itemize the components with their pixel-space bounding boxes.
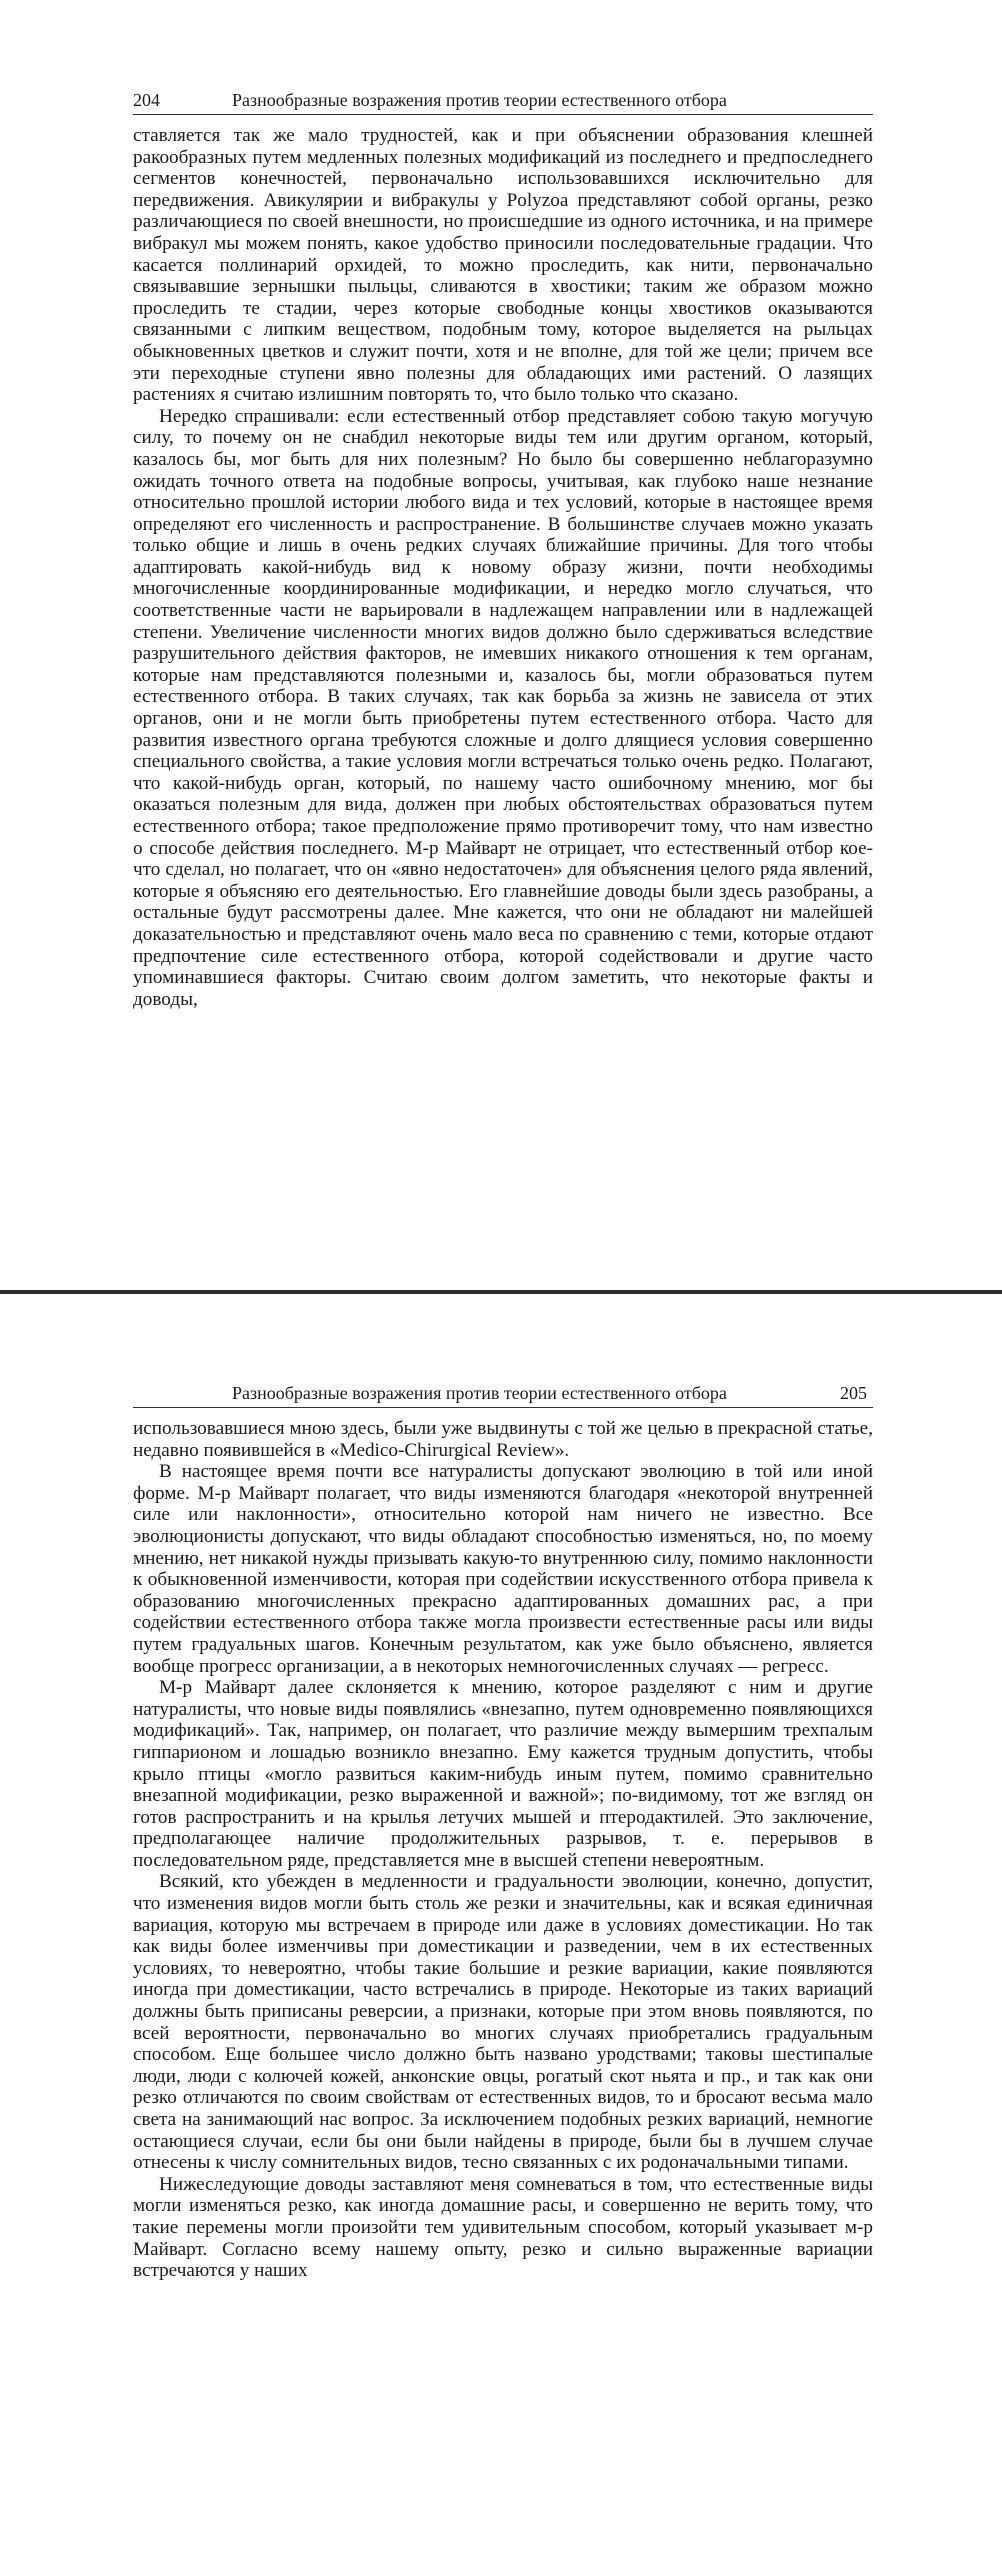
book-page-205 [0,1296,1002,2554]
running-title: Разнообразные возражения против теории естественного отбора [232,1383,727,1403]
page-number: 204 [133,90,160,110]
body-text [133,125,873,1010]
paragraph: ставляется так же мало трудностей, как и при объяснении образования клешней ракообразных путем медленных полезных модификаций из последнего и предпоследнего сегментов конечностей, первоначально использовавшихся исключительно для передвижения. Авикулярии и вибракулы у Polyzoa представляют собой органы, резко различающиеся по своей внешности, но происшедшие из одного источника, и на примере вибракул мы можем понять, какое удобство приносили последовательные градации. Что касается поллинарий орхидей, то можно проследить, как нити, первоначально связывавшие зернышки пыльцы, сливаются в хвостики; таким же образом можно проследить те стадии, через которые свободные концы хвостиков оказываются связанными с липким веществом, подобным тому, которое выделяется на рыльцах обыкновенных цветков и служит почти, хотя и не вполне, для той же цели; причем все эти переходные ступени явно полезны для обладающих ими растений. О лазящих растениях я считаю излишним повторять то, что было только что сказано. [133,125,873,406]
running-header [133,1381,873,1408]
paragraph: Всякий, кто убежден в медленности и градуальности эволюции, конечно, допустит, что изменения видов могли быть столь же резки и значительны, как и всякая единичная вариация, которую мы встречаем в природе или даже в условиях доместикации. Но так как виды более изменчивы при доместикации и разведении, чем в их естественных условиях, то невероятно, чтобы такие большие и резкие вариации, какие появляются иногда при доместикации, часто встречались в природе. Некоторые из таких вариаций должны быть приписаны реверсии, а признаки, которые при этом вновь появляются, по всей вероятности, первоначально во многих случаях приобретались градуальным способом. Еще большее число должно быть названо уродствами; таковы шестипалые люди, люди с колючей кожей, анконские овцы, рогатый скот ньята и пр., и так как они резко отличаются по своим свойствам от естественных видов, то и бросают весьма мало света на занимающий нас вопрос. За исключением подобных резких вариаций, немногие остающиеся случаи, если бы они были найдены в природе, были бы в лучшем случае отнесены к числу сомнительных видов, тесно связанных с их родоначальными типами. [133,1871,873,2174]
body-text [133,1418,873,2282]
running-title: Разнообразные возражения против теории естественного отбора [232,90,727,110]
paragraph: В настоящее время почти все натуралисты допускают эволюцию в той или иной форме. М-р Майварт полагает, что виды изменяются благодаря «некоторой внутренней силе или наклонности», относительно которой нам ничего не известно. Все эволюционисты допускают, что виды обладают способностью изменяться, но, по моему мнению, нет никакой нужды призывать какую-то внутреннюю силу, помимо наклонности к обыкновенной изменчивости, которая при содействии искусственного отбора привела к образованию многочисленных прекрасно адаптированных домашних рас, а при содействии естественного отбора также могла произвести естественные расы или виды путем градуальных шагов. Конечным результатом, как уже было объяснено, является вообще прогресс организации, а в некоторых немногочисленных случаях — регресс. [133,1461,873,1677]
page-divider [0,1290,1002,1294]
paragraph: Нижеследующие доводы заставляют меня сомневаться в том, что естественные виды могли изменяться резко, как иногда домашние расы, и совершенно не верить тому, что такие перемены могли произойти тем удивительным способом, который указывает м-р Майварт. Согласно всему нашему опыту, резко и сильно выраженные вариации встречаются у наших [133,2173,873,2282]
paragraph: М-р Майварт далее склоняется к мнению, которое разделяют с ним и другие натуралисты, что новые виды появлялись «внезапно, путем одновременно появляющихся модификаций». Так, например, он полагает, что различие между вымершим трехпалым гиппарионом и лошадью возникло внезапно. Ему кажется трудным допустить, чтобы крыло птицы «могло развиться каким-нибудь иным путем, помимо сравнительно внезапной модификации, резко выраженной и важной»; по-видимому, тот же взгляд он готов распространить и на крылья летучих мышей и птеродактилей. Это заключение, предполагающее наличие продолжительных разрывов, т. е. перерывов в последовательном ряде, представляется мне в высшей степени невероятным. [133,1677,873,1871]
page-number: 205 [840,1383,867,1403]
paragraph: использовавшиеся мною здесь, были уже выдвинуты с той же целью в прекрасной статье, недавно появившейся в «Medico-Chirurgical Review». [133,1418,873,1461]
paragraph: Нередко спрашивали: если естественный отбор представляет собою такую могучую силу, то почему он не снабдил некоторые виды тем или другим органом, который, казалось бы, мог быть для них полезным? Но было бы совершенно неблагоразумно ожидать точного ответа на подобные вопросы, учитывая, как глубоко наше незнание относительно прошлой истории любого вида и тех условий, которые в настоящее время определяют его численность и распространение. В большинстве случаев можно указать только общие и лишь в очень редких случаях ближайшие причины. Для того чтобы адаптировать какой-нибудь вид к новому образу жизни, почти необходимы многочисленные координированные модификации, и нередко могло случаться, что соответственные части не варьировали в надлежащем направлении или в надлежащей степени. Увеличение численности многих видов должно было сдерживаться вследствие разрушительного действия факторов, не имевших никакого отношения к тем органам, которые нам представляются полезными и, казалось бы, могли образоваться путем естественного отбора. В таких случаях, так как борьба за жизнь не зависела от этих органов, они и не могли быть приобретены путем естественного отбора. Часто для развития известного органа требуются сложные и долго длящиеся условия совершенно специального свойства, а такие условия могли встречаться только очень редко. Полагают, что какой-нибудь орган, который, по нашему часто ошибочному мнению, мог бы оказаться полезным для вида, должен при любых обстоятельствах образоваться путем естественного отбора; такое предположение прямо противоречит тому, что нам известно о способе действия последнего. М-р Майварт не отрицает, что естественный отбор кое-что сделал, но полагает, что он «явно недостаточен» для объяснения целого ряда явлений, которые я объясняю его деятельностью. Его главнейшие доводы были здесь разобраны, а остальные будут рассмотрены далее. Мне кажется, что они не обладают ни малейшей доказательностью и представляют очень мало веса по сравнению с теми, которые отдают предпочтение силе естественного отбора, которой содействовали и другие часто упоминавшиеся факторы. Считаю своим долгом заметить, что некоторые факты и доводы, [133,405,873,1010]
running-header [133,88,873,115]
